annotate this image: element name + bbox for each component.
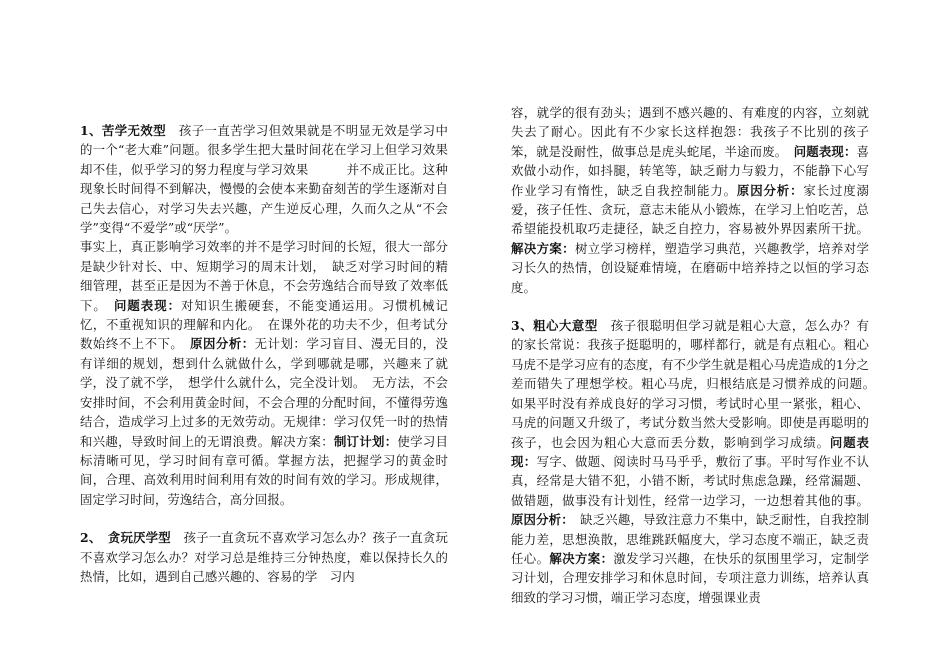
section-1-text-2: 事实上，真正影响学习效率的并不是学习时间的长短，很大一部分是缺少针对长、中、短期学习的周末计划， 缺乏对学习时间的精细管理，甚至正是因为不善于休息，不会劳逸结合而导致了效率低下。 <box>80 239 448 313</box>
section-3-text-3: 缺乏兴趣，导致注意力不集中，缺乏耐性，自我控制能力差，思想涣散，思维跳跃幅度大，学习态度不端正，缺乏责任心。 <box>511 512 869 566</box>
cause-label: 原因分析： <box>511 512 568 528</box>
cause-label: 原因分析： <box>190 336 255 352</box>
section-1-text-5: 使学习目标清晰可见，学习时间有章可循。掌握方法，把握学习的黄金时间，合理、高效利用时间利用有效的时间有效的学习。形成规律，固定学习时间，劳逸结合，高分回报。 <box>80 433 449 507</box>
section-2-text-4: 家长过度溺爱，孩子任性、贪玩，意志未能从小锻炼，在学习上怕吃苦，总希望能投机取巧走捷径，缺乏自控力，容易被外界因素所干扰。 <box>511 182 870 237</box>
plan-label: 解决方案： <box>549 550 614 566</box>
section-1-text-1: 孩子一直苦学习但效果就是不明显无效是学习中的一个“老大难”问题。很多学生把大量时间花在学习上但学习效果却不佳，似乎学习的努力程度与学习效果 并不成正比。这种现象长时间得不到解决，慢慢的会使本来勤奋刻苦的学生逐渐对自己失去信心，对学习失去兴趣，产生逆反心理，久而久之从“不会学”变得“不爱学”或“厌学”。 <box>80 123 449 236</box>
section-3-text-2: 写字、做题、阅读时马马乎乎，敷衍了事。平时写作业不认真，经常是大错不犯，小错不断，考试时焦虑急躁，经常漏题、做错题，做事没有计划性，经常一边学习，一边想着其他的事。 <box>511 453 869 508</box>
right-column <box>511 0 882 607</box>
plan-label: 制订计划： <box>333 433 398 449</box>
section-1-title: 1、苦学无效型 <box>80 123 167 138</box>
section-3-title: 3、粗心大意型 <box>511 318 598 334</box>
cause-label: 原因分析： <box>736 182 804 198</box>
section-3-text-4: 激发学习兴趣，在快乐的氛围里学习，定制学习计划，合理安排学习和休息时间，专项注意力训练，培养认真细致的学习习惯，端正学习态度，增强课业责 <box>511 550 869 605</box>
section-2-continued <box>511 103 869 297</box>
section-1-paragraph-2 <box>80 237 448 509</box>
problem-label: 问题表现： <box>793 143 857 159</box>
section-3-text-1: 孩子很聪明但学习就是粗心大意，怎么办？有的家长常说：我孩子挺聪明的，哪样都行，就是有点粗心。粗心马虎不是学习应有的态度，有不少学生就是粗心马虎造成的1分之差而错失了理想学校。粗心马虎，归根结底是习惯养成的问题。 如果平时没有养成良好的学习习惯，考试时心里一紧张，粗心、马虎的问题又升级了，考试分数当然大受影响。即使是再聪明的孩子，也会因为粗心大意而丢分数，影响到学习成绩。 <box>511 318 882 450</box>
section-3 <box>511 316 882 607</box>
section-2-text-2: 容，就学的很有劲头；遇到不感兴趣的、有难度的内容，立刻就失去了耐心。因此有不少家长这样抱怨：我孩子不比别的孩子笨，就是没耐性，做事总是虎头蛇尾，半途而废。 <box>511 105 869 159</box>
problem-label: 问题表现： <box>511 434 869 469</box>
section-2-text-3: 喜欢做小动作，如抖腿，转笔等，缺乏耐力与毅力，不能静下心写作业学习有惰性，缺乏自我控制能力。 <box>511 143 870 198</box>
section-1-text-4: 无计划：学习盲目、漫无目的，没有详细的规划，想到什么就做什么，学到哪就是哪，兴趣来了就学，没了就不学， 想学什么就什么，完全没计划。 无方法，不会安排时间，不会利用黄金时间，不会合理的分配时间，不懂得劳逸结合，造成学习上过多的无效劳动。无规律：学习仅凭一时的热情和兴趣，导致时间上的无谓浪费。解决方案： <box>80 336 448 449</box>
section-2 <box>80 528 448 586</box>
left-column <box>80 0 448 586</box>
section-spacer <box>80 509 448 528</box>
problem-label: 问题表现： <box>114 297 181 313</box>
section-1 <box>80 121 448 237</box>
section-1-text-3: 对知识生搬硬套，不能变通运用。习惯机械记忆，不重视知识的理解和内化。 在课外花的功夫不少，但考试分数始终不上不下。 <box>80 297 449 352</box>
plan-label: 解决方案： <box>511 240 575 256</box>
section-2-text-1: 孩子一直贪玩不喜欢学习怎么办？孩子一直贪玩不喜欢学习怎么办？对学习总是维持三分钟热度，难以保持长久的热情，比如，遇到自己感兴趣的、容易的学 习内 <box>80 530 448 584</box>
section-2-title: 2、 贪玩厌学型 <box>80 530 171 546</box>
section-2-text-5: 树立学习榜样，塑造学习典范，兴趣教学，培养对学习长久的热情，创设疑难情境，在磨砺中培养持之以恒的学习态度。 <box>511 240 869 295</box>
section-spacer <box>511 297 869 316</box>
